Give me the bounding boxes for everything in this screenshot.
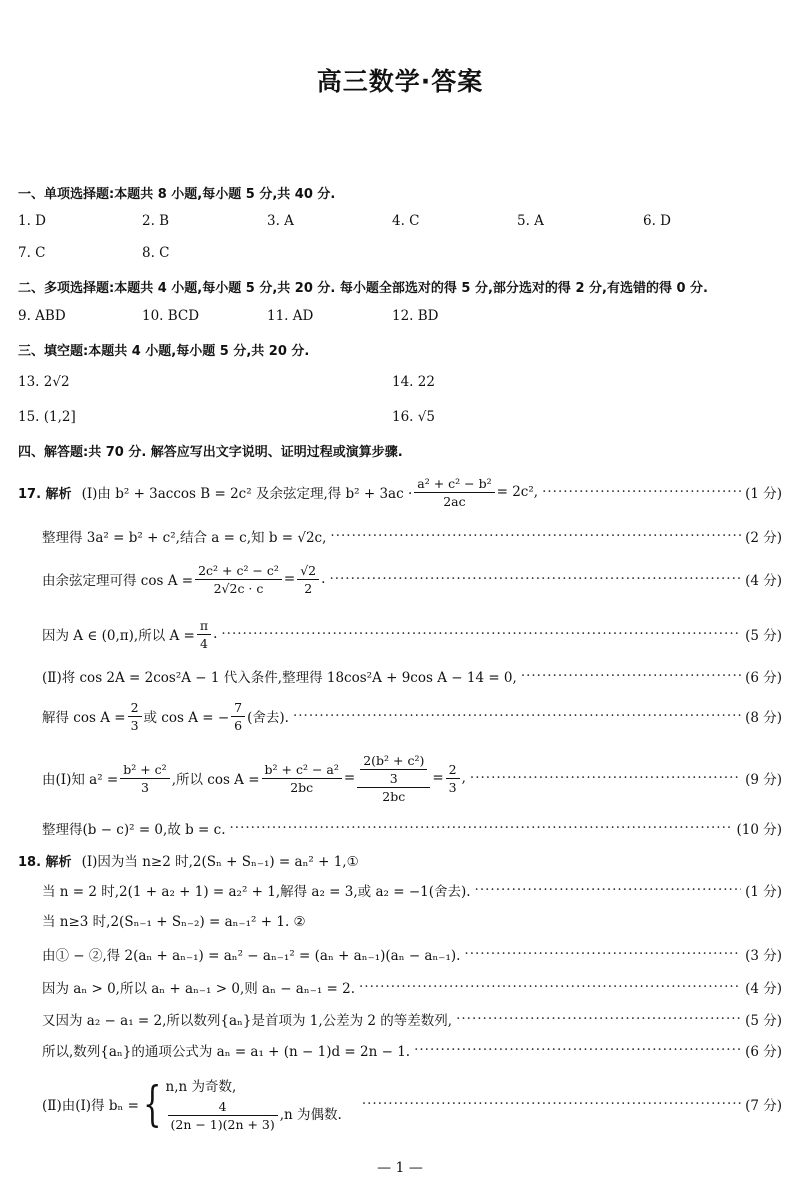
fraction: $\frac{\text{b² + c² − a²}}{2bc}$ — [262, 761, 342, 796]
q18-label: 18. 解析 — [18, 854, 72, 870]
score: (8 分) — [745, 710, 782, 726]
compound-fraction: $\frac{\frac{\text{2(b² + c²)}}{3}}{2bc}$ — [357, 752, 430, 805]
fraction: $\frac{2}{3}$ — [446, 761, 460, 796]
leader-dots — [330, 528, 741, 544]
score: (6 分) — [745, 1044, 782, 1060]
leader-dots — [470, 770, 741, 786]
score: (4 分) — [745, 981, 782, 997]
left-brace: { — [143, 1076, 162, 1132]
fraction: $\frac{\text{a² + c² − b²}}{2ac}$ — [414, 475, 494, 510]
leader-dots — [542, 484, 741, 500]
fraction: $\frac{4}{(2n - 1)(2n + 3)}$ — [168, 1098, 278, 1133]
q17-line-4: 因为 A ∈ (0,π),所以 A = $\frac{\pi}{4}$ . ····· (5 分) — [18, 614, 782, 654]
fraction: $\frac{\text{b² + c²}}{3}$ — [120, 761, 169, 796]
leader-dots — [475, 882, 742, 898]
score: (5 分) — [745, 1013, 782, 1029]
answer-4: 4. C — [392, 213, 420, 229]
answer-14: 14. 22 — [392, 374, 435, 390]
fraction: $\frac{\text{2c² + c² − c²}}{2√2c \cdot c}$ — [195, 562, 282, 597]
section1-header: 一、单项选择题:本题共 8 小题,每小题 5 分,共 40 分. — [18, 187, 336, 202]
score: (7 分) — [745, 1098, 782, 1114]
answer-3: 3. A — [267, 213, 294, 229]
answer-7: 7. C — [18, 245, 46, 261]
score: (3 分) — [745, 948, 782, 964]
page-number: — 1 — — [377, 1160, 423, 1176]
q17-label: 17. 解析 — [18, 486, 72, 502]
score: (1 分) — [745, 884, 782, 900]
leader-dots — [221, 626, 741, 642]
piecewise-cases: n,n 为奇数, $\frac{4}{(2n - 1)(2n + 3)}$ ,n 为偶数. — [165, 1078, 342, 1132]
answer-10: 10. BCD — [142, 308, 200, 324]
leader-dots — [464, 946, 741, 962]
answer-8: 8. C — [142, 245, 170, 261]
fraction: $\frac{√2}{2}$ — [297, 562, 319, 597]
leader-dots — [521, 668, 741, 684]
score: (2 分) — [745, 530, 782, 546]
answer-13: 13. 2√2 — [18, 374, 70, 390]
q18-line-8: (Ⅱ)由(Ⅰ)得 bₙ = { n,n 为奇数, $\frac{4}{(2n - 1)(2n + 3)}$ ,n 为偶数. ····· (7 分) — [18, 1072, 782, 1136]
answer-15: 15. (1,2] — [18, 409, 76, 425]
answer-2: 2. B — [142, 213, 170, 229]
answer-6: 6. D — [643, 213, 671, 229]
q18-line-6: 又因为 a₂ − a₁ = 2,所以数列{aₙ}是首项为 1,公差为 2 的等差数列, ····· (5 分) — [18, 1009, 782, 1029]
score: (1 分) — [745, 486, 782, 502]
score: (5 分) — [745, 628, 782, 644]
score: (4 分) — [745, 573, 782, 589]
q17-line-2: 整理得 3a² = b² + c²,结合 a = c,知 b = √2c, ····· (2 分) — [18, 526, 782, 546]
answer-9: 9. ABD — [18, 308, 66, 324]
leader-dots — [293, 708, 741, 724]
score: (6 分) — [745, 670, 782, 686]
leader-dots — [329, 571, 741, 587]
section2-header: 二、多项选择题:本题共 4 小题,每小题 5 分,共 20 分. 每小题全部选对的得 5 分,部分选对的得 2 分,有选错的得 0 分. — [18, 281, 708, 296]
section3-header: 三、填空题:本题共 4 小题,每小题 5 分,共 20 分. — [18, 344, 310, 359]
q17-line-8: 整理得(b − c)² = 0,故 b = c. ····· (10 分) — [18, 818, 782, 838]
leader-dots — [230, 820, 733, 836]
q17-line-5: (Ⅱ)将 cos 2A = 2cos²A − 1 代入条件,整理得 18cos²A + 9cos A − 14 = 0, ····· (6 分) — [18, 666, 782, 686]
leader-dots — [456, 1011, 741, 1027]
fraction: $\frac{7}{6}$ — [231, 699, 245, 734]
q18-line-7: 所以,数列{aₙ}的通项公式为 aₙ = a₁ + (n − 1)d = 2n − 1. ····· (6 分) — [18, 1040, 782, 1060]
answer-16: 16. √5 — [392, 409, 435, 425]
fraction: $\frac{2}{3}$ — [128, 699, 142, 734]
q17-line-6: 解得 cos A = $\frac{2}{3}$ 或 cos A = − $\frac{7}{6}$ (舍去). ····· (8 分) — [18, 696, 782, 736]
page-title: 高三数学·答案 — [316, 67, 484, 96]
q17-line-3: 由余弦定理可得 cos A = $\frac{\text{2c² + c² − c²}}{2√2c \cdot c}$ = $\frac{√2}{2}$ . ····· (4 分) — [18, 559, 782, 599]
q18-line-3: 当 n≥3 时,2(Sₙ₋₁ + Sₙ₋₂) = aₙ₋₁² + 1. ② — [42, 914, 306, 930]
leader-dots — [362, 1096, 741, 1112]
q18-line-1: 18. 解析 (Ⅰ)因为当 n≥2 时,2(Sₙ + Sₙ₋₁) = aₙ² + 1,① — [18, 850, 782, 870]
q18-line-2: 当 n = 2 时,2(1 + a₂ + 1) = a₂² + 1,解得 a₂ = 3,或 a₂ = −1(舍去). ····· (1 分) — [18, 880, 782, 900]
leader-dots — [414, 1042, 741, 1058]
answer-5: 5. A — [517, 213, 544, 229]
q17-line-1: 17. 解析 (Ⅰ)由 b² + 3accos B = 2c² 及余弦定理,得 b² + 3ac · $\frac{\text{a² + c² − b²}}{2ac}$ = 2c², ····· (1 分) — [18, 472, 782, 512]
q18-line-5: 因为 aₙ > 0,所以 aₙ + aₙ₋₁ > 0,则 aₙ − aₙ₋₁ = 2. ····· (4 分) — [18, 977, 782, 997]
q18-line-4: 由① − ②,得 2(aₙ + aₙ₋₁) = aₙ² − aₙ₋₁² = (aₙ + aₙ₋₁)(aₙ − aₙ₋₁). ····· (3 分) — [18, 944, 782, 964]
answer-1: 1. D — [18, 213, 46, 229]
score: (10 分) — [736, 822, 782, 838]
answer-11: 11. AD — [267, 308, 314, 324]
leader-dots — [359, 979, 741, 995]
fraction: $\frac{\pi}{4}$ — [197, 617, 211, 652]
section4-header: 四、解答题:共 70 分. 解答应写出文字说明、证明过程或演算步骤. — [18, 445, 403, 460]
answer-12: 12. BD — [392, 308, 439, 324]
q17-line-7: 由(Ⅰ)知 a² = $\frac{\text{b² + c²}}{3}$ ,所以 cos A = $\frac{\text{b² + c² − a²}}{2bc}$ = $\frac{\frac{\text{2(b² + c²)}}{3}}{2bc}$ = $\frac{2}{3}$ , ····· (9 分) — [18, 748, 782, 808]
score: (9 分) — [745, 772, 782, 788]
